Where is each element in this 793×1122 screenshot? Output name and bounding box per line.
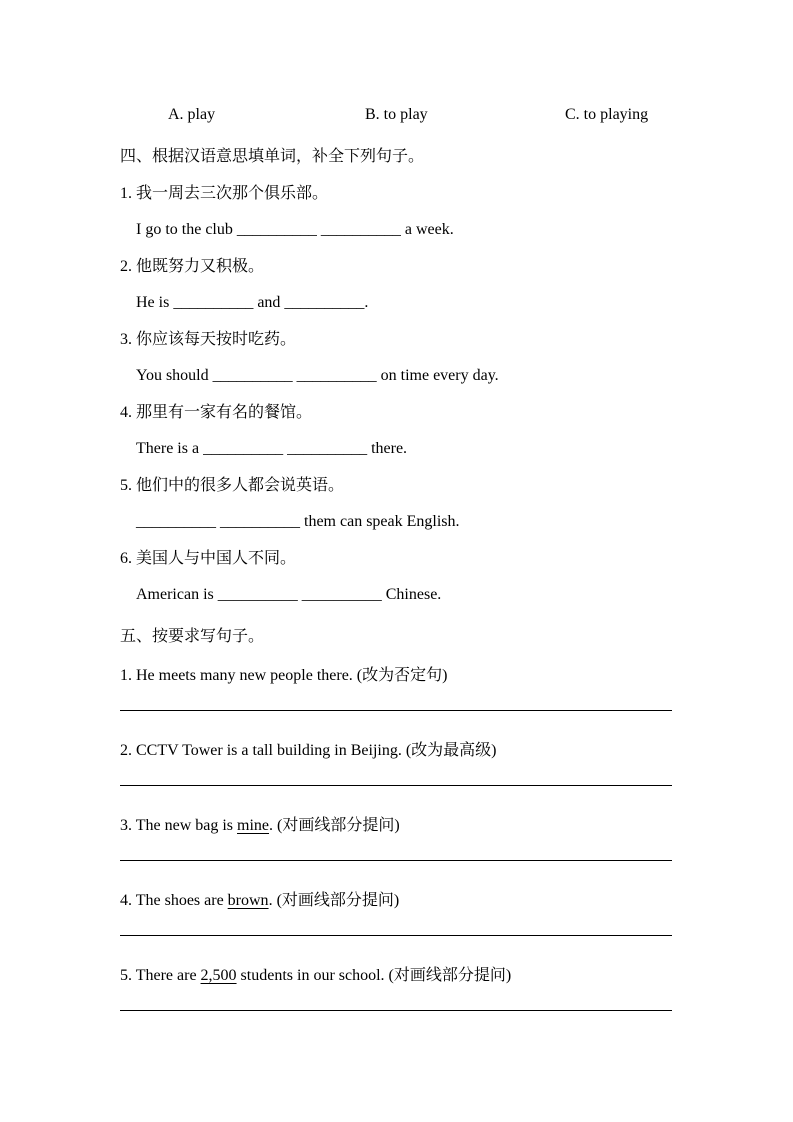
question-chinese: 5. 他们中的很多人都会说英语。 (120, 477, 345, 494)
section5-item (120, 741, 672, 786)
options-row (120, 105, 672, 125)
answer-line (120, 935, 672, 936)
section5-title: 五、按要求写句子。 (120, 628, 265, 645)
question-text (120, 816, 672, 836)
question-text (120, 891, 672, 911)
question-prefix: 3. The new bag is (120, 817, 238, 834)
section4-item (120, 184, 672, 240)
section5-item (120, 891, 672, 936)
section4-item (120, 403, 672, 459)
question-suffix: . (对画线部分提问) (268, 892, 400, 909)
underlined-word: 2,500 (200, 967, 237, 984)
question-suffix: . (对画线部分提问) (269, 817, 400, 834)
section5-item (120, 666, 672, 711)
section4-item (120, 476, 672, 532)
answer-line (120, 785, 672, 786)
question-prefix: 2. CCTV Tower is a tall building in Beijing. (改为最高级) (120, 742, 497, 759)
question-text (120, 666, 672, 686)
fill-in-sentence: He is __________ and __________. (136, 294, 369, 311)
section4-item (120, 257, 672, 313)
question-text (120, 741, 672, 761)
question-chinese: 1. 我一周去三次那个俱乐部。 (120, 185, 329, 202)
fill-in-sentence: There is a __________ __________ there. (136, 440, 408, 457)
option-a: A. play (168, 106, 216, 123)
question-chinese: 4. 那里有一家有名的餐馆。 (120, 404, 313, 421)
fill-in-sentence: __________ __________ them can speak English. (136, 513, 460, 530)
section4-title: 四、根据汉语意思填单词，补全下列句子。 (120, 148, 425, 165)
option-c: C. to playing (565, 106, 649, 123)
fill-in-sentence: American is __________ __________ Chinese. (136, 586, 442, 603)
question-suffix: students in our school. (对画线部分提问) (236, 967, 512, 984)
question-prefix: 4. The shoes are (120, 892, 228, 909)
fill-in-sentence: You should __________ __________ on time every day. (136, 367, 499, 384)
question-chinese: 6. 美国人与中国人不同。 (120, 550, 297, 567)
answer-line (120, 1010, 672, 1011)
question-text (120, 966, 672, 986)
underlined-word: brown (227, 892, 269, 909)
section4-item (120, 549, 672, 605)
answer-line (120, 710, 672, 711)
section5-item (120, 816, 672, 861)
section5-item (120, 966, 672, 1011)
question-chinese: 2. 他既努力又积极。 (120, 258, 265, 275)
underlined-word: mine (237, 817, 270, 834)
question-chinese: 3. 你应该每天按时吃药。 (120, 331, 297, 348)
option-b: B. to play (365, 106, 428, 123)
question-prefix: 1. He meets many new people there. (改为否定句) (120, 667, 448, 684)
fill-in-sentence: I go to the club __________ __________ a week. (136, 221, 454, 238)
section4-item (120, 330, 672, 386)
question-prefix: 5. There are (120, 967, 201, 984)
answer-line (120, 860, 672, 861)
